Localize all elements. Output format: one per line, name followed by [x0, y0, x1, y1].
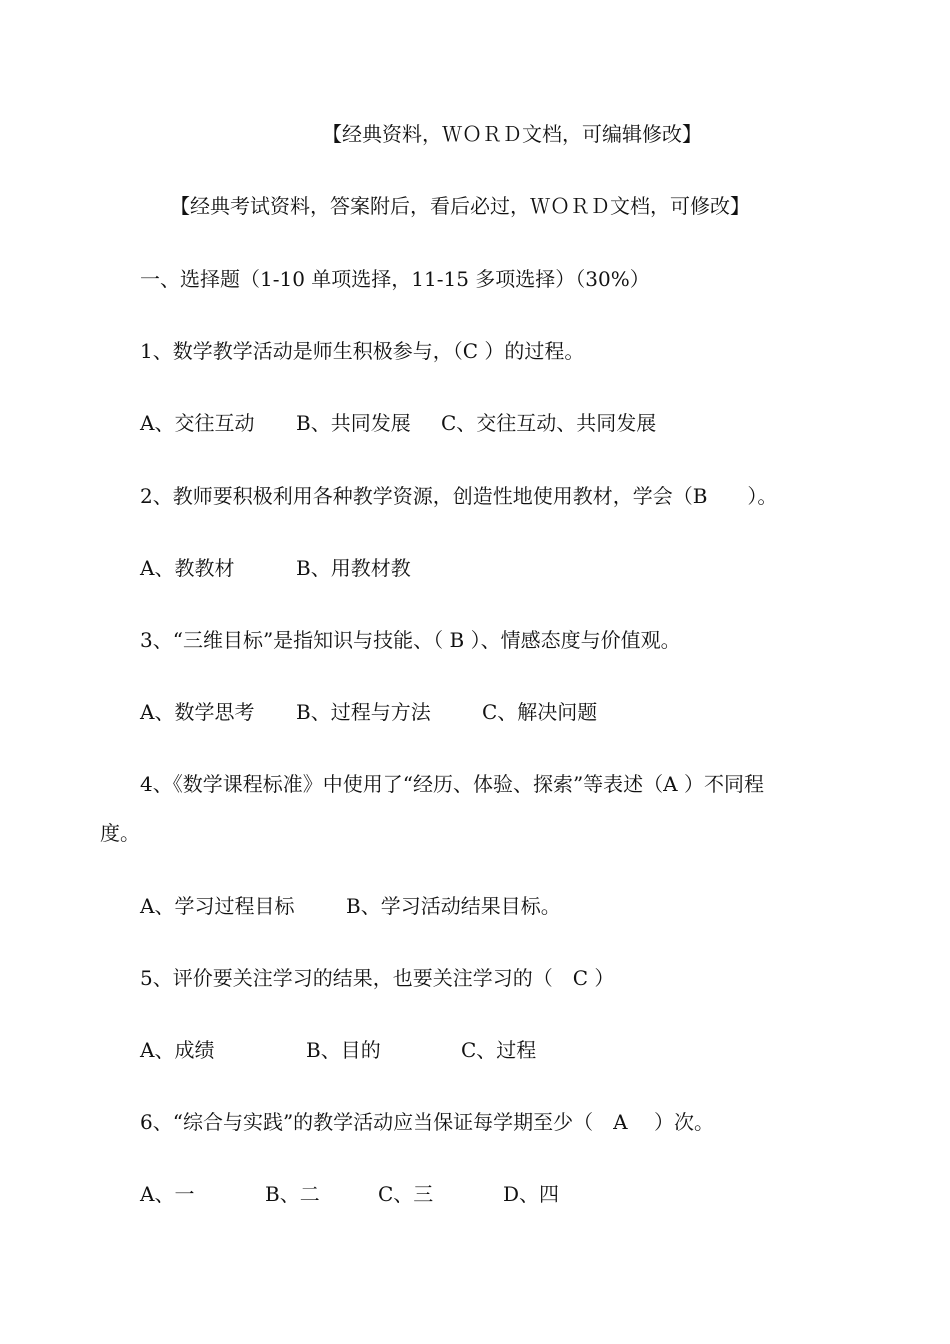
- question-1-option-a: A、交往互动: [140, 411, 255, 435]
- question-2-option-a: A、教教材: [140, 556, 235, 580]
- header-line-2: 【经典考试资料，答案附后，看后必过，ＷＯＲＤ文档，可修改】: [170, 194, 750, 218]
- question-5-option-b: B、目的: [306, 1038, 381, 1062]
- question-6-option-c: C、三: [378, 1182, 434, 1206]
- question-5-option-c: C、过程: [461, 1038, 537, 1062]
- section-title: 一、选择题（1-10 单项选择，11-15 多项选择）（30%）: [140, 267, 650, 291]
- question-5-stem: 5、评价要关注学习的结果，也要关注学习的（ C ）: [140, 966, 615, 990]
- question-4-stem: 4、《数学课程标准》中使用了“经历、体验、探索”等表述（A ）不同程: [140, 772, 764, 796]
- question-6-stem: 6、“综合与实践”的教学活动应当保证每学期至少（ A ）次。: [140, 1110, 714, 1134]
- question-3-option-c: C、解决问题: [482, 700, 598, 724]
- header-line-1: 【经典资料，ＷＯＲＤ文档，可编辑修改】: [322, 122, 702, 146]
- question-3-stem: 3、“三维目标”是指知识与技能、（ B ）、情感态度与价值观。: [140, 628, 681, 652]
- question-6-option-b: B、二: [265, 1182, 320, 1206]
- question-3-option-a: A、数学思考: [140, 700, 255, 724]
- question-5-option-a: A、成绩: [140, 1038, 215, 1062]
- question-1-option-b: B、共同发展: [296, 411, 411, 435]
- question-1-stem: 1、数学教学活动是师生积极参与，（C ）的过程。: [140, 339, 585, 363]
- question-4-stem-continued: 度。: [100, 821, 140, 845]
- question-1-option-c: C、交往互动、共同发展: [441, 411, 657, 435]
- question-4-option-b: B、学习活动结果目标。: [346, 894, 561, 918]
- question-4-option-a: A、学习过程目标: [140, 894, 295, 918]
- question-2-stem: 2、教师要积极利用各种教学资源，创造性地使用教材，学会（B ）。: [140, 484, 778, 508]
- question-6-option-d: D、四: [503, 1182, 560, 1206]
- question-3-option-b: B、过程与方法: [296, 700, 431, 724]
- question-2-option-b: B、用教材教: [296, 556, 411, 580]
- question-6-option-a: A、一: [140, 1182, 195, 1206]
